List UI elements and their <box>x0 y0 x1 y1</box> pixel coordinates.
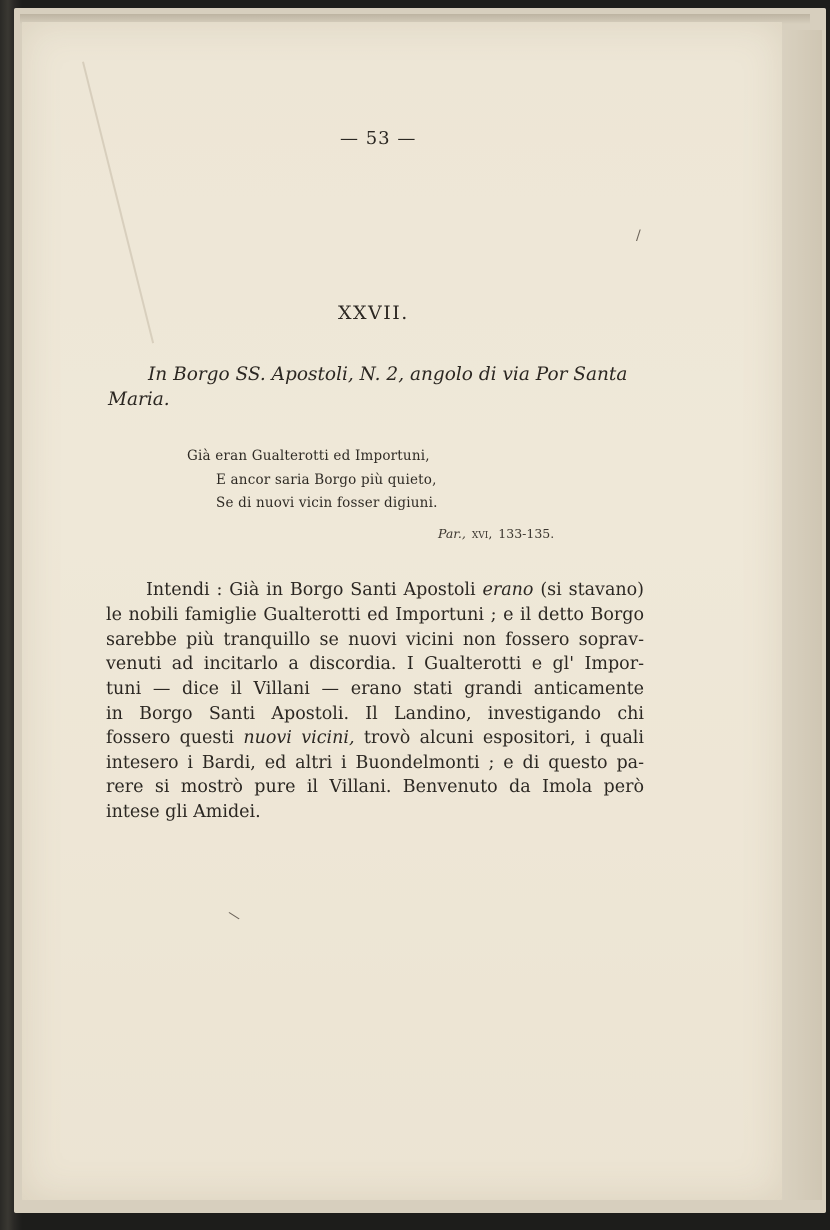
page-number: — 53 — <box>340 128 417 149</box>
stray-mark: \ <box>227 908 242 924</box>
body-italic: nuovi vicini, <box>243 728 355 748</box>
right-page-edge <box>782 30 822 1200</box>
stray-mark: / <box>636 228 641 244</box>
body-text: (si stavano) <box>533 580 645 600</box>
verse-line-3: Se di nuovi vicin fosser digiuni. <box>216 495 438 511</box>
page-crease <box>82 62 154 344</box>
location-line-2: Maria. <box>108 389 170 410</box>
location-line-1: In Borgo SS. Apostoli, N. 2, angolo di via Por Santa <box>148 364 628 385</box>
citation-book: xvi, <box>471 526 493 541</box>
body-line-2: le nobili famiglie Gualterotti ed Importuni ; e il detto Borgo <box>106 605 644 625</box>
body-line-3: sarebbe più tranquillo se nuovi vicini non fossero soprav- <box>106 630 644 650</box>
verse-line-2: E ancor saria Borgo più quieto, <box>216 472 437 488</box>
verse-line-1: Già eran Gualterotti ed Importuni, <box>187 448 430 464</box>
body-line-5: tuni — dice il Villani — erano stati grandi anticamente <box>106 679 644 699</box>
body-line-1 <box>146 578 644 602</box>
body-text: Intendi : Già in Borgo Santi Apostoli <box>146 580 483 600</box>
body-line-9: rere si mostrò pure il Villani. Benvenuto da Imola però <box>106 777 644 797</box>
body-line-10: intese gli Amidei. <box>106 802 261 822</box>
body-line-6: in Borgo Santi Apostoli. Il Landino, investigando chi <box>106 704 644 724</box>
body-text: trovò alcuni espositori, i quali <box>354 728 644 748</box>
section-heading: XXVII. <box>338 302 409 324</box>
body-line-4: venuti ad incitarlo a discordia. I Gualterotti e gl' Impor- <box>106 654 644 674</box>
body-line-7 <box>106 726 644 750</box>
verse-citation <box>438 526 554 541</box>
body-text: fossero questi <box>106 728 244 748</box>
citation-abbrev: Par., <box>438 526 466 541</box>
body-italic: erano <box>482 580 534 600</box>
body-line-8: intesero i Bardi, ed altri i Buondelmonti ; e di questo pa- <box>106 753 644 773</box>
citation-lines: 133-135. <box>498 526 555 541</box>
